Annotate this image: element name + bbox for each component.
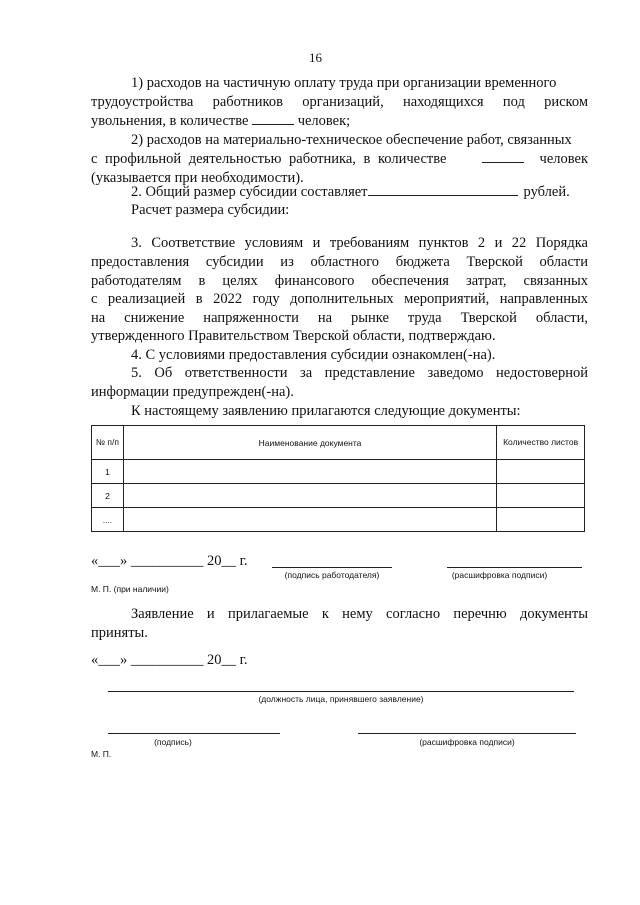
documents-table	[91, 425, 585, 532]
date-line-1: «___» __________ 20__ г.	[91, 553, 248, 569]
accepted-line2: приняты.	[91, 625, 148, 641]
position-line	[108, 691, 574, 692]
table-row	[92, 508, 585, 532]
item2-line2	[91, 150, 588, 169]
item1-line3-text: увольнения, в количестве	[91, 113, 249, 129]
receiver-decoding-label: (расшифровка подписи)	[419, 737, 515, 747]
row-name-cell[interactable]	[123, 460, 496, 484]
item2-line3: (указывается при необходимости).	[91, 170, 304, 186]
position-label: (должность лица, принявшего заявление)	[258, 694, 424, 704]
col-count-header: Количество листов	[497, 426, 585, 460]
p5-line2: информации предупрежден(-на).	[91, 384, 294, 400]
item2-line2-unit: человек	[539, 151, 588, 167]
col-number-header: № п/п	[92, 426, 124, 460]
row-number: ....	[92, 508, 124, 532]
item1-line2: трудоустройства работников организаций, находящихся под риском	[91, 94, 588, 110]
p3-line3: работодателям в целях финансового обеспечения затрат, связанных	[91, 273, 588, 289]
item2-count-blank	[482, 162, 524, 163]
row-count-cell[interactable]	[497, 508, 585, 532]
table-header-row	[92, 426, 585, 460]
stamp-label-2: М. П.	[91, 749, 112, 759]
p3-line1: 3. Соответствие условиям и требованиям пунктов 2 и 22 Порядка	[131, 235, 588, 251]
date-line-2: «___» __________ 20__ г.	[91, 652, 248, 668]
p3-line5: на снижение напряженности на рынке труда Тверской области,	[91, 310, 588, 326]
attachments-intro: К настоящему заявлению прилагаются следующие документы:	[131, 403, 521, 419]
page-number: 16	[309, 50, 322, 65]
subsidy-calc-label: Расчет размера субсидии:	[131, 202, 290, 218]
item1-line3-unit: человек;	[297, 113, 351, 129]
table-row	[92, 460, 585, 484]
item1-line1: 1) расходов на частичную оплату труда при организации временного	[131, 75, 557, 91]
item1-line3	[91, 112, 588, 131]
p4: 4. С условиями предоставления субсидии ознакомлен(-на).	[131, 347, 496, 363]
signature-line-receiver	[108, 733, 280, 734]
decoding-line-receiver	[358, 733, 576, 734]
stamp-label-1: М. П. (при наличии)	[91, 584, 169, 594]
item1-count-blank	[252, 124, 294, 125]
item2-line1: 2) расходов на материально-техническое обеспечение работ, связанных	[131, 132, 572, 148]
table-row	[92, 484, 585, 508]
receiver-signature-label: (подпись)	[154, 737, 192, 747]
employer-signature-label: (подпись работодателя)	[284, 570, 380, 580]
p5-line1: 5. Об ответственности за представление заведомо недостоверной	[131, 365, 588, 381]
p3-line6: утвержденного Правительством Тверской области, подтверждаю.	[91, 328, 496, 344]
row-name-cell[interactable]	[123, 484, 496, 508]
subsidy-total-blank	[368, 195, 518, 196]
p3-line2: предоставления субсидии из областного бюджета Тверской области	[91, 254, 588, 270]
row-name-cell[interactable]	[123, 508, 496, 532]
subsidy-total-unit: рублей.	[523, 184, 570, 200]
row-number: 1	[92, 460, 124, 484]
subsidy-total-text: 2. Общий размер субсидии составляет	[131, 184, 368, 200]
row-count-cell[interactable]	[497, 460, 585, 484]
row-count-cell[interactable]	[497, 484, 585, 508]
decoding-line-employer	[447, 567, 582, 568]
p3-line4: с реализацией в 2022 году дополнительных мероприятий, направленных	[91, 291, 588, 307]
col-name-header: Наименование документа	[123, 426, 496, 460]
employer-decoding-label: (расшифровка подписи)	[451, 570, 548, 580]
item2-line2-text: с профильной деятельностью работника, в количестве	[91, 151, 447, 167]
row-number: 2	[92, 484, 124, 508]
subsidy-total-line	[131, 183, 570, 202]
signature-line-employer	[272, 567, 392, 568]
accepted-line1: Заявление и прилагаемые к нему согласно перечню документы	[131, 606, 588, 622]
